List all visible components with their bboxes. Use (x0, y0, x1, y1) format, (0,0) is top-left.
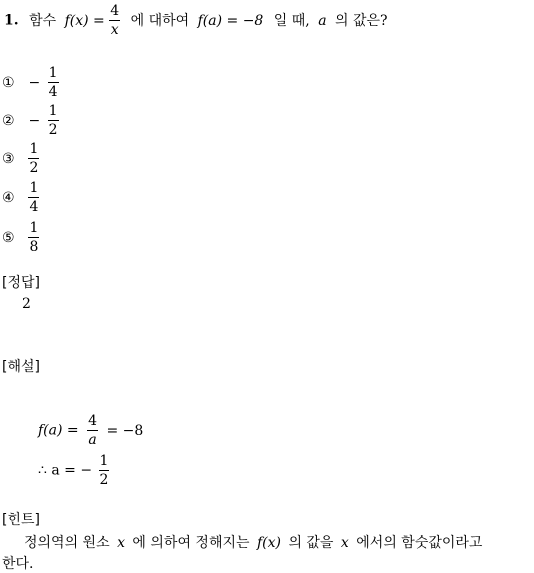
fraction-numerator: 1 (29, 180, 39, 196)
hint-text-2: 에 의하여 정해지는 (132, 535, 250, 551)
answer-label: [정답] (2, 275, 40, 291)
answer-value: 2 (22, 296, 31, 312)
fraction-denominator: 8 (29, 239, 39, 255)
fraction-denominator: 2 (99, 472, 109, 488)
choice-5[interactable] (2, 221, 39, 254)
choice-fraction (48, 104, 59, 137)
choice-marker: ③ (2, 150, 15, 167)
fraction-numerator: 1 (48, 103, 58, 119)
question (4, 4, 388, 37)
question-variable: a (318, 12, 327, 29)
fraction-denominator: a (88, 432, 97, 448)
fraction-numerator: 1 (48, 65, 58, 81)
question-number: 1. (4, 12, 19, 29)
solution-label: [해설] (2, 359, 40, 375)
solution-line-1 (38, 414, 143, 447)
fraction-numerator: 4 (88, 413, 98, 429)
choice-2[interactable] (2, 104, 59, 137)
solution-conclusion: ∴ a = − (38, 462, 93, 479)
choice-1[interactable] (2, 66, 59, 99)
choice-fraction (28, 142, 39, 175)
solution-lhs: f(a) = (38, 422, 79, 439)
choice-3[interactable] (2, 142, 39, 175)
hint-line-1 (24, 532, 482, 552)
hint-text-4: 에서의 함숫값이라고 (356, 535, 483, 551)
fraction-numerator: 1 (99, 453, 109, 469)
question-text-mid2: 일 때, (273, 12, 310, 29)
hint-x-2: x (340, 535, 349, 551)
choice-4[interactable] (2, 181, 39, 214)
choice-marker: ① (2, 74, 15, 91)
hint-text-3: 의 값을 (288, 535, 334, 551)
choice-fraction (48, 66, 59, 99)
choice-marker: ④ (2, 189, 15, 206)
fraction-numerator: 4 (110, 3, 120, 19)
question-condition: f(a) = −8 (197, 12, 264, 29)
fraction-denominator: 2 (29, 160, 39, 176)
choice-marker: ⑤ (2, 229, 15, 246)
solution-rhs: = −8 (106, 422, 144, 439)
solution-fraction (99, 454, 110, 487)
solution-fraction (87, 414, 98, 447)
hint-line-2: 한다. (2, 556, 34, 572)
fraction-numerator: 1 (29, 220, 39, 236)
choice-sign: − (28, 74, 41, 91)
solution-line-2 (38, 454, 109, 487)
choice-fraction (28, 221, 39, 254)
fraction-denominator: 2 (48, 122, 58, 138)
choice-fraction (28, 181, 39, 214)
fraction-denominator: 4 (48, 84, 58, 100)
choice-sign: − (28, 112, 41, 129)
question-text-pre: 함수 (29, 12, 57, 29)
question-fraction (109, 4, 120, 37)
hint-fx: f(x) (256, 535, 281, 551)
hint-label: [힌트] (2, 512, 40, 528)
question-text-post: 의 값은? (335, 12, 388, 29)
question-text-mid1: 에 대하여 (130, 12, 190, 29)
question-func: f(x) = (64, 12, 105, 29)
fraction-denominator: 4 (29, 199, 39, 215)
hint-text-1: 정의역의 원소 (24, 535, 110, 551)
hint-x-1: x (117, 535, 125, 551)
fraction-numerator: 1 (29, 141, 39, 157)
choice-marker: ② (2, 112, 15, 129)
fraction-denominator: x (110, 22, 119, 38)
